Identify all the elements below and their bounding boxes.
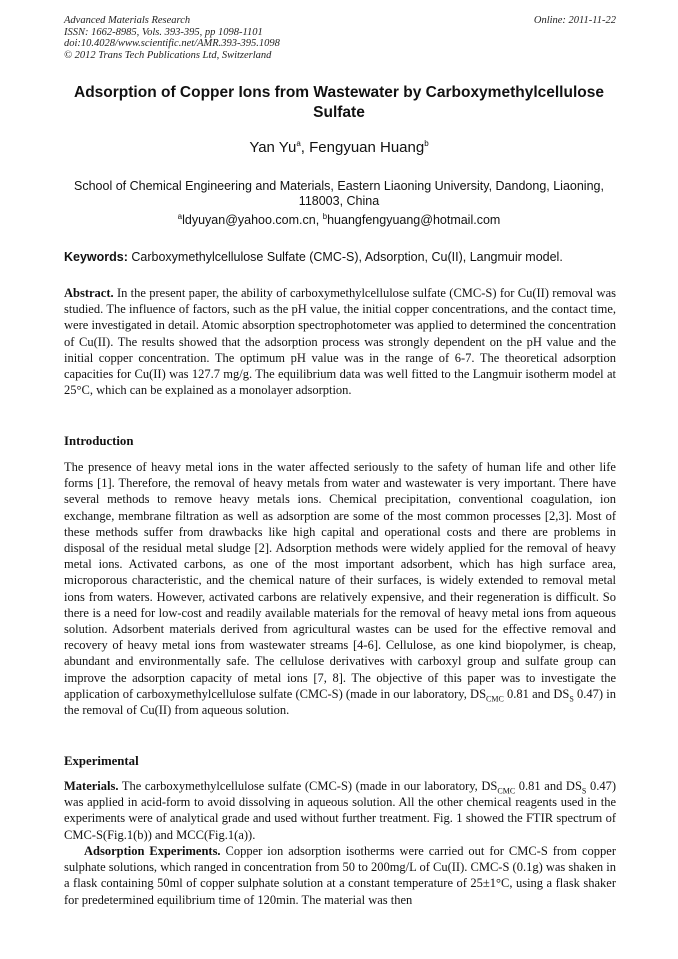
- keywords-text: Carboxymethylcellulose Sulfate (CMC-S), Adsorption, Cu(II), Langmuir model.: [127, 250, 563, 264]
- journal-metadata: [64, 15, 616, 61]
- doi-line: doi:10.4028/www.scientific.net/AMR.393-395.1098: [64, 38, 280, 49]
- abstract: [64, 285, 616, 398]
- author-affil-mark: a: [296, 139, 301, 148]
- issn-line: ISSN: 1662-8985, Vols. 393-395, pp 1098-1101: [64, 26, 263, 38]
- introduction-paragraph: [64, 459, 616, 718]
- author-separator: ,: [300, 139, 310, 156]
- email-address[interactable]: ldyuyan@yahoo.com.cn: [182, 213, 316, 227]
- email-mark: a: [177, 211, 183, 221]
- materials-paragraph: [64, 778, 616, 843]
- materials-text: The carboxymethylcellulose sulfate (CMC-S) (made in our laboratory, DS: [118, 779, 498, 793]
- subscript: CMC: [486, 694, 504, 704]
- intro-text: 0.47) in the removal of Cu(II) from aqueous solution.: [64, 686, 617, 718]
- author-affil-mark: b: [424, 139, 429, 148]
- intro-text: The presence of heavy metal ions in the water affected seriously to the safety of human life and other life forms [1]. Therefore, the removal of heavy metals from water and wastewater is very important. There have several methods to remove heavy metals ions. Chemical precipitation, conventional coagulation, ion exchange, membrane filtration as well as adsorption are some of the most common processes [2,3]. Most of these methods suffer from drawbacks like high capital and operational costs and there are problems in disposal of the residual metal sludge [2]. Adsorption methods were widely applied for the removal of heavy metal ions. Activated carbons, as one of the most important adsorbent, which has high surface area, microporous characteristic, and the chemical nature of their surfaces, is widely extended to removal metal ions from waters. However, activated carbons are relatively expensive, and their regeneration is difficult. So there is a need for low-cost and readily available materials for the removal of heavy metal ions from aqueous solution. Adsorbent materials derived from agricultural wastes can be used for the effective removal and recovery of heavy metal ions from wastewater streams [4-6]. Cellulose, as one kind biopolymer, is cheap, abundant and environmentally safe. The cellulose derivatives with carboxyl group and sulfate group can improve the adsorption capacity of metal ions [7, 8]. The objective of this paper was to investigate the application of carboxymethylcellulose sulfate (CMC-S) (made in our laboratory, DS: [64, 460, 616, 701]
- adsorption-paragraph: [64, 843, 616, 908]
- intro-text: 0.81 and DS: [503, 686, 570, 701]
- subscript: S: [581, 786, 587, 796]
- keywords: [64, 250, 616, 264]
- materials-text: 0.47) was applied in acid-form to avoid dissolving in aqueous solution. All the other chemical reagents used in the experiments were of analytical grade and used without further treatment. Fig. 1 showed the FTIR spectrum of CMC-S(Fig.1(b)) and MCC(Fig.1(a)).: [64, 779, 617, 842]
- affiliation: School of Chemical Engineering and Materials, Eastern Liaoning University, Dandong, Liaoning, 118003, China: [74, 179, 604, 208]
- email-line: [60, 213, 618, 227]
- section-heading-experimental: Experimental: [64, 754, 139, 768]
- subscript: CMC: [497, 786, 516, 796]
- author-name: Yan Yu: [249, 139, 297, 156]
- abstract-label: Abstract.: [64, 286, 114, 300]
- keywords-label: Keywords:: [64, 250, 128, 264]
- author-name: Fengyuan Huang: [309, 139, 425, 156]
- subscript: S: [569, 694, 574, 704]
- abstract-text: In the present paper, the ability of carboxymethylcellulose sulfate (CMC-S) for Cu(II) removal was studied. The influence of factors, such as the pH value, the initial copper concentrations, and the contact time, were investigated in detail. Atomic absorption spectrophotometer was applied to determined the concentration of Cu(II). The results showed that the adsorption process was strongly dependent on the pH value and the initial copper concentration. The optimum pH value was in the range of 6-7. The theoretical adsorption capacities for Cu(II) was 127.7 mg/g. The equilibrium data was well fitted to the Langmuir isotherm model at 25°C, which can be explained as a monolayer adsorption.: [64, 286, 616, 398]
- email-separator: ,: [315, 213, 323, 227]
- online-date: Online: 2011-11-22: [533, 15, 616, 26]
- adsorption-text: Copper ion adsorption isotherms were carried out for CMC-S from copper sulphate solutions, which ranged in concentration from 50 to 200mg/L of Cu(II). CMC-S (0.1g) was shaken in a flask containing 50ml of copper sulphate solution at a constant temperature of 25±1°C, using a flask shaker for predetermined equilibrium time of 120min. The material was then: [64, 844, 616, 907]
- author-line: [60, 139, 618, 156]
- materials-text: 0.81 and DS: [515, 779, 582, 793]
- email-address[interactable]: huangfengyuang@hotmail.com: [327, 213, 501, 227]
- section-heading-introduction: Introduction: [64, 434, 134, 448]
- email-mark: b: [322, 211, 328, 221]
- adsorption-label: Adsorption Experiments.: [84, 844, 221, 858]
- copyright-line: © 2012 Trans Tech Publications Ltd, Switzerland: [64, 49, 272, 61]
- paper-title: Adsorption of Copper Ions from Wastewater by Carboxymethylcellulose Sulfate: [74, 84, 604, 121]
- materials-label: Materials.: [64, 779, 119, 793]
- journal-name: Advanced Materials Research: [64, 15, 191, 26]
